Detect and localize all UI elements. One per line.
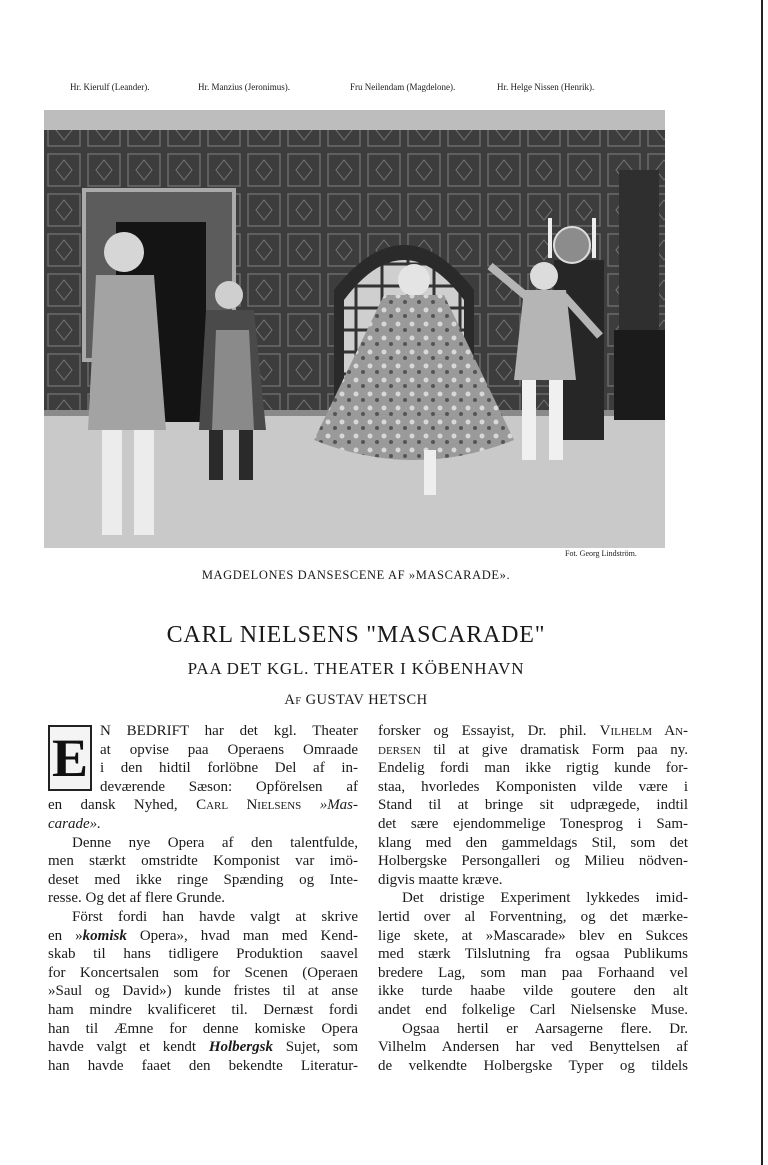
text-run: Först fordi han havde valgt at skrive <box>72 908 358 925</box>
text-line: ikke turde haabe vilde goutere den alt <box>378 983 688 1000</box>
text-run: Denne nye Opera af den talentfulde, <box>72 834 358 851</box>
text-run: en dansk Nyhed, <box>48 797 178 814</box>
text-line <box>48 927 358 946</box>
article-column-right <box>378 722 688 1075</box>
text-line: bredere Lag, som man paa Forhaand vel <box>378 964 688 981</box>
text-line: at opvise paa Operaens Omraade <box>100 741 358 758</box>
byline-author: GUSTAV HETSCH <box>305 692 428 708</box>
article-column-left <box>48 722 358 1075</box>
text-line: han havde faaet den bekendte Literatur- <box>48 1057 358 1074</box>
article-title: CARL NIELSENS "MASCARADE" <box>166 622 546 648</box>
text-line <box>378 741 688 760</box>
caption-jeronimus: Hr. Manzius (Jeronimus). <box>198 82 290 92</box>
page-edge-line <box>761 0 763 1165</box>
text-line: ham mindre kvalificeret til. Dernæst fordi <box>48 1001 358 1018</box>
article-byline <box>0 692 712 709</box>
text-line <box>378 722 688 741</box>
text-line: det sære ejendommelige Tonesprog i Sam- <box>378 815 688 832</box>
byline-prefix: Af <box>284 692 302 708</box>
text-line: digvis maatte kræve. <box>378 871 503 888</box>
text-line: men stærkt omstridte Komponist var imö- <box>48 853 358 870</box>
text-line: lertid over al Forventning, og det mærke- <box>378 908 688 925</box>
text-line: deværende Sæson: Opförelsen af <box>100 778 358 795</box>
text-line: N BEDRIFT har det kgl. Theater <box>100 723 358 739</box>
text-run: en » <box>48 927 83 944</box>
text-run: Opera», hvad man med Kend- <box>139 927 358 944</box>
text-run: Det dristige Experiment lykkedes imid- <box>402 890 688 907</box>
text-line: deset med ikke ringe Spænding og Inte- <box>48 871 358 888</box>
text-line: klang med den gammeldags Stil, som det <box>378 834 688 851</box>
text-line: skab til hans tidligere Produktion saavel <box>48 946 358 963</box>
author-name: Vilhelm An- <box>599 723 688 739</box>
stage-photograph <box>44 110 665 548</box>
text-line: resse. Og det af flere Grunde. <box>48 890 226 907</box>
text-line: carade». <box>48 815 101 832</box>
author-name: dersen <box>378 741 421 758</box>
opera-title: »Mas- <box>319 797 358 814</box>
text-run: Ogsaa hertil er Aarsagerne flere. Dr. <box>402 1020 688 1037</box>
text-line: i den hidtil forlöbne Del af in- <box>100 760 358 777</box>
text-run: Sujet, som <box>285 1039 358 1056</box>
photo-caption: MAGDELONES DANSESCENE AF »MASCARADE». <box>201 568 511 582</box>
text-line: han til Æmne for denne komiske Opera <box>48 1020 358 1037</box>
text-line <box>48 908 358 927</box>
emphasis-komisk: komisk <box>82 927 127 944</box>
composer-name: Carl Nielsens <box>196 797 302 814</box>
text-line: Stand til at bringe sit udprægede, indtil <box>378 797 688 814</box>
text-line <box>378 1020 688 1039</box>
text-line <box>378 889 688 908</box>
text-line <box>48 834 358 853</box>
text-run: til at give dramatisk Form paa ny. <box>433 741 688 758</box>
text-line: lige skete, at »Mascarade» blev en Sukces <box>378 927 688 944</box>
text-line: Holbergske Persongalleri og Milieu nödven- <box>378 853 688 870</box>
text-run: havde valgt et kendt <box>48 1039 197 1056</box>
stage-scene-illustration <box>44 110 665 548</box>
caption-magdelone: Fru Neilendam (Magdelone). <box>350 82 456 92</box>
drop-cap-letter: E <box>51 728 89 788</box>
caption-henrik: Hr. Helge Nissen (Henrik). <box>497 82 595 92</box>
text-line: for Koncertsalen som for Scenen (Operaen <box>48 964 358 981</box>
text-line: Vilhelm Andersen har ved Benyttelsen af <box>378 1039 688 1056</box>
text-line: de velkendte Holbergske Typer og tildels <box>378 1057 688 1074</box>
text-line: andet end folkelige Carl Nielsenske Muse. <box>378 1001 688 1018</box>
text-line: Endelig fordi man ikke rigtig kunde for- <box>378 760 688 777</box>
text-run: forsker og Essayist, Dr. phil. <box>378 723 587 739</box>
text-line: med stærk Tilslutning fra ogsaa Publikums <box>378 946 688 963</box>
emphasis-holbergsk: Holbergsk <box>208 1039 273 1056</box>
text-line <box>48 1038 358 1057</box>
photo-credit: Fot. Georg Lindström. <box>565 549 637 558</box>
text-line: staa, hvorledes Komponisten vilde være i <box>378 778 688 795</box>
decorative-initial-e <box>48 725 92 791</box>
photo-top-captions <box>0 82 768 96</box>
text-line <box>48 796 358 815</box>
text-line: »Saul og David») kunde fristes til at anse <box>48 983 358 1000</box>
caption-leander: Hr. Kierulf (Leander). <box>70 82 150 92</box>
article-subtitle: PAA DET KGL. THEATER I KÖBENHAVN <box>187 659 525 678</box>
